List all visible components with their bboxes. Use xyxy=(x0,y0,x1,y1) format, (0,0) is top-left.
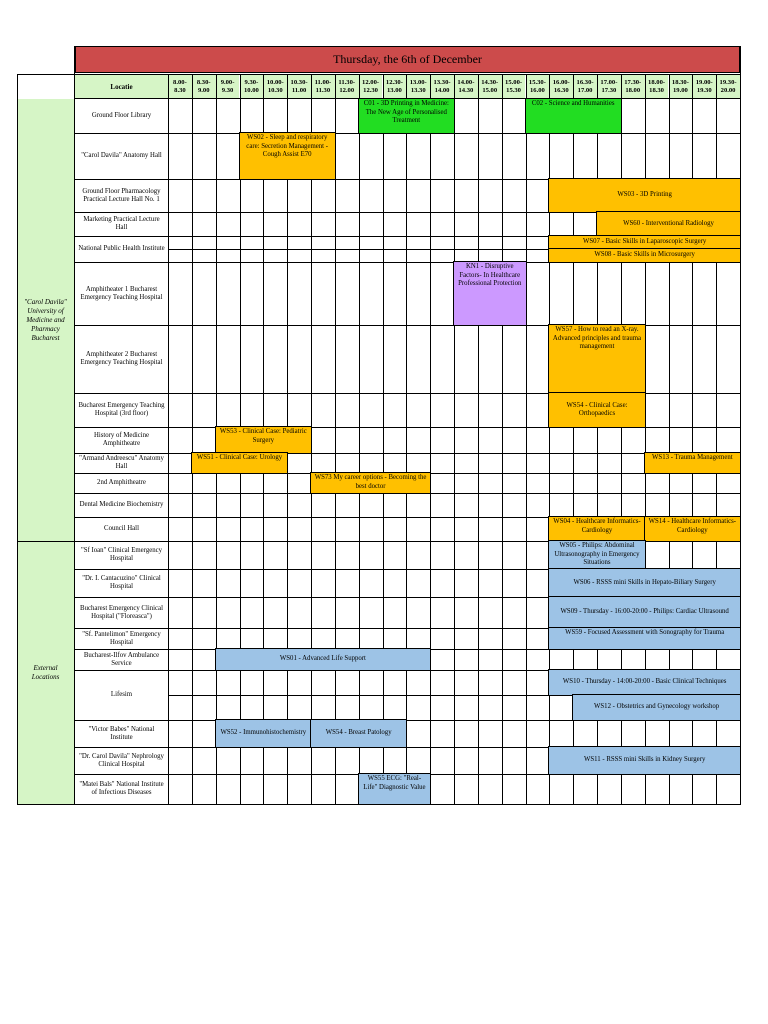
session-title: WS53 - Clinical Case: Pediatric Surgery xyxy=(219,428,307,444)
session-title: WS55 ECG: "Real-Life" Diagnostic Value xyxy=(363,775,426,791)
location-label: "Dr. Carol Davila" Nephrology Clinical Hospital xyxy=(79,752,164,768)
session-title: WS52 - Immunohistochemistry xyxy=(220,729,307,737)
time-slot-header: 15.30-16.00 xyxy=(526,75,550,99)
session-block[interactable] xyxy=(549,179,740,212)
session-title: WS06 - RSSS mini Skills in Hepato-Biliary Surgery xyxy=(573,578,716,586)
session-block[interactable] xyxy=(549,670,740,695)
session-block[interactable] xyxy=(645,517,740,541)
location-label: Dental Medicine Biochemistry xyxy=(79,501,164,508)
session-title: WS01 - Advanced Life Support xyxy=(279,655,366,663)
session-block[interactable] xyxy=(549,249,740,262)
grid-line xyxy=(335,74,336,804)
location-label: Ground Floor Library xyxy=(91,112,152,119)
grid-line xyxy=(17,74,741,75)
session-title: WS03 - 3D Printing xyxy=(617,191,672,199)
page-title: Thursday, the 6th of December xyxy=(75,46,740,73)
session-title: WS12 - Obstetrics and Gynecology workshop xyxy=(593,703,720,711)
time-slot-header: 12.00-12.30 xyxy=(359,75,383,99)
session-block[interactable] xyxy=(573,695,740,720)
grid-line xyxy=(478,74,479,804)
grid-line xyxy=(406,74,407,804)
session-title: WS54 - Breast Patology xyxy=(325,729,392,737)
location-label: Ground Floor Pharmacology Practical Lecture Hall No. 1 xyxy=(82,187,161,203)
session-title: WS51 - Clinical Case: Urology xyxy=(196,454,283,461)
time-slot-header: 9.00-9.30 xyxy=(216,75,240,99)
location-label: "Dr. I. Cantacuzino" Clinical Hospital xyxy=(82,575,161,590)
session-title: WS05 - Philips: Abdominal Ultrasonography in Emergency Situations xyxy=(554,542,640,566)
session-block[interactable] xyxy=(549,747,740,774)
time-slot-header: 15.00-15.30 xyxy=(502,75,526,99)
location-label: "Sf Ioan" Clinical Emergency Hospital xyxy=(80,547,163,562)
time-slot-header: 18.30-19.00 xyxy=(669,75,693,99)
session-block[interactable] xyxy=(311,720,406,747)
grid-line xyxy=(74,46,75,804)
location-label: National Public Health Institute xyxy=(78,245,165,252)
session-title: WS07 - Basic Skills in Laparoscopic Surgery xyxy=(582,238,707,246)
location-label: Amphitheater 1 Bucharest Emergency Teaching Hospital xyxy=(80,285,163,301)
time-slot-header: 8.30-9.00 xyxy=(192,75,216,99)
session-title: C01 - 3D Printing in Medicine: The New Age of Personalised Treatment xyxy=(363,100,449,124)
session-title: WS59 - Focused Assessment with Sonography for Trauma xyxy=(565,629,725,636)
session-title: WS08 - Basic Skills in Microsurgery xyxy=(594,251,695,259)
session-title: WS11 - RSSS mini Skills in Kidney Surgery xyxy=(583,756,706,764)
time-slot-header: 16.00-16.30 xyxy=(549,75,573,99)
location-label: Bucharest Emergency Teaching Hospital (3rd floor) xyxy=(78,402,165,417)
session-block[interactable] xyxy=(549,393,644,427)
grid-line xyxy=(502,74,503,804)
session-block[interactable] xyxy=(549,325,644,393)
session-block[interactable] xyxy=(216,649,431,670)
session-title: WS57 - How to read an X-ray. Advanced principles and trauma management xyxy=(552,326,642,350)
session-block[interactable] xyxy=(454,262,526,325)
session-title: WS04 - Healthcare Informatics- Cardiology xyxy=(553,518,641,534)
grid-line xyxy=(740,46,741,804)
session-title: WS10 - Thursday - 14:00-20:00 - Basic Clinical Techniques xyxy=(562,678,727,686)
session-block[interactable] xyxy=(597,212,740,236)
location-label: History of Medicine Amphitheatre xyxy=(93,432,150,447)
session-block[interactable] xyxy=(645,453,740,473)
session-block[interactable] xyxy=(216,427,311,453)
time-slot-header: 11.00-11.30 xyxy=(311,75,335,99)
time-slot-header: 11.30-12.00 xyxy=(335,75,359,99)
session-title: WS13 - Trauma Management xyxy=(652,454,733,461)
location-label: Lifesim xyxy=(110,691,133,698)
session-title: WS02 - Sleep and respiratory care: Secretion Management - Cough Assist E70 xyxy=(246,134,329,158)
session-block[interactable] xyxy=(359,99,454,133)
location-label: Bucharest-Ilfov Ambulance Service xyxy=(83,651,160,667)
session-block[interactable] xyxy=(359,774,431,804)
time-slot-header: 19.30-20.00 xyxy=(716,75,740,99)
location-label: "Sf. Pantelimon" Emergency Hospital xyxy=(82,630,161,646)
location-label: "Carol Davila" Anatomy Hall xyxy=(81,152,162,159)
time-slot-header: 14.00-14.30 xyxy=(454,75,478,99)
session-title: KN1 - Disruptive Factors- In Healthcare Professional Protection xyxy=(458,263,522,287)
group-external-locations: External Locations xyxy=(17,541,74,804)
session-block[interactable] xyxy=(549,236,740,249)
session-block[interactable] xyxy=(526,99,621,133)
time-slot-header: 14.30-15.00 xyxy=(478,75,502,99)
session-title: WS09 - Thursday - 16:00-20:00 - Philips: Cardiac Ultrasound xyxy=(560,608,729,616)
grid-line xyxy=(359,74,360,804)
location-label: 2nd Amphitheatre xyxy=(97,479,146,486)
time-slot-header: 8.00-8.30 xyxy=(168,75,192,99)
grid-line xyxy=(75,453,741,454)
grid-line xyxy=(430,74,431,804)
session-title: WS14 - Healthcare Informatics- Cardiology xyxy=(648,518,737,534)
session-block[interactable] xyxy=(216,720,311,747)
location-label: "Matei Bals" National Institute of Infectious Diseases xyxy=(79,781,164,796)
time-slot-header: 18.00-18.30 xyxy=(645,75,669,99)
time-slot-header: 10.00-10.30 xyxy=(263,75,287,99)
session-title: C02 - Science and Humanities xyxy=(531,100,615,107)
time-slot-header: 13.30-14.00 xyxy=(430,75,454,99)
location-label: "Armand Andreescu" Anatomy Hall xyxy=(79,455,164,470)
time-slot-header: 16.30-17.00 xyxy=(573,75,597,99)
group-umf-carol-davila: "Carol Davila" University of Medicine and Pharmacy Bucharest xyxy=(17,99,74,541)
time-slot-header: 12.30-13.00 xyxy=(383,75,407,99)
session-block[interactable] xyxy=(549,517,644,541)
session-block[interactable] xyxy=(549,569,740,597)
grid-line xyxy=(383,74,384,804)
session-block[interactable] xyxy=(192,453,287,473)
location-label: Amphitheater 2 Bucharest Emergency Teaching Hospital xyxy=(80,351,163,366)
session-block[interactable] xyxy=(549,628,740,649)
grid-line xyxy=(311,74,312,804)
session-block[interactable] xyxy=(549,541,644,569)
grid-line xyxy=(168,74,169,804)
session-block[interactable] xyxy=(549,597,740,628)
time-slot-header: 17.00-17.30 xyxy=(597,75,621,99)
session-title: WS73 My career options - Becoming the best doctor xyxy=(314,474,427,490)
time-slot-header: 13.00-13.30 xyxy=(406,75,430,99)
grid-line xyxy=(192,74,193,804)
location-label: Bucharest Emergency Clinical Hospital ("Floreasca") xyxy=(80,604,163,620)
time-slot-header: 17.30-18.00 xyxy=(621,75,645,99)
location-label: Council Hall xyxy=(104,525,139,532)
session-title: WS60 - Interventional Radiology xyxy=(623,219,714,227)
location-label: Marketing Practical Lecture Hall xyxy=(83,216,160,231)
time-slot-header: 9.30-10.00 xyxy=(240,75,264,99)
session-block[interactable] xyxy=(311,473,430,493)
grid-line xyxy=(454,74,455,804)
grid-line xyxy=(526,74,527,804)
location-label: "Victor Babes" National Institute xyxy=(88,725,155,741)
grid-line xyxy=(17,74,18,804)
session-block[interactable] xyxy=(240,133,335,179)
time-slot-header: 19.00-19.30 xyxy=(692,75,716,99)
session-title: WS54 - Clinical Case: Orthopaedics xyxy=(566,401,628,417)
location-column-header: Locatie xyxy=(75,75,168,99)
time-slot-header: 10.30-11.00 xyxy=(287,75,311,99)
